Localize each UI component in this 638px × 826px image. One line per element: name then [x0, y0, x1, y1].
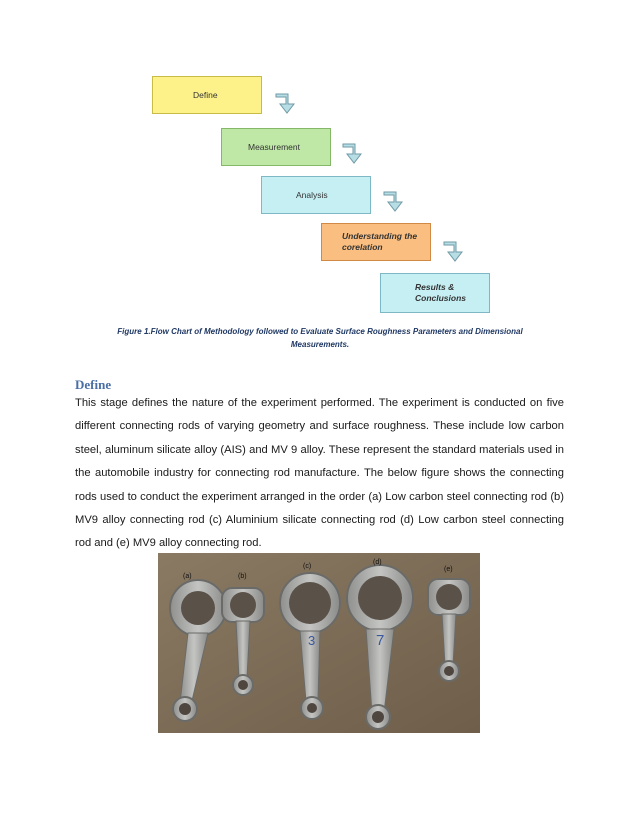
flow-step-results [380, 273, 490, 313]
flow-step-analysis [261, 176, 371, 214]
flow-step-label: Measurement [248, 142, 300, 152]
figure-caption-line1: Figure 1.Flow Chart of Methodology followed to Evaluate Surface Roughness Parameters and Dimensional [117, 327, 523, 336]
photo-label-c: (c) [303, 563, 312, 570]
photo-label-a: (a) [183, 573, 192, 580]
flow-arrow-icon [274, 90, 300, 116]
section-heading: Define [75, 377, 112, 392]
photo-label-e: (e) [444, 566, 453, 573]
flow-step-measurement [221, 128, 331, 166]
flow-step-label-line1: Understanding the [342, 231, 418, 241]
flow-step-label: Define [193, 90, 218, 100]
connecting-rods-photo [158, 553, 480, 733]
figure-caption-line2: Measurements. [290, 340, 350, 349]
figure-caption [70, 325, 570, 351]
photo-marking-3: 3 [308, 633, 316, 648]
flow-step-define [152, 76, 262, 114]
flow-step-label: Analysis [296, 190, 328, 200]
flow-step-label-line2: Conclusions [415, 293, 467, 303]
photo-marking-7: 7 [376, 632, 385, 649]
flow-arrow-icon [382, 188, 408, 214]
flow-step-label-line2: corelation [342, 242, 383, 252]
flow-step-understanding [321, 223, 431, 261]
flow-step-label-line1: Results & [415, 282, 455, 292]
methodology-flowchart [0, 0, 638, 330]
flow-arrow-icon [341, 140, 367, 166]
section-paragraph: This stage defines the nature of the experiment performed. The experiment is conducted on five different connecting rods of varying geometry and surface roughness. These include low carbon steel, aluminum silicate alloy (AIS) and MV 9 alloy. These represent the standard materials used in the automobile industry for connecting rod manufacture. The below figure shows the connecting rods used to conduct the experiment arranged in the order (a) Low carbon steel connecting rod (b) MV9 alloy connecting rod (c) Aluminium silicate connecting rod (d) Low carbon steel connecting rod and (e) MV9 alloy connecting rod. [75, 397, 564, 550]
flow-arrow-icon [442, 238, 468, 264]
photo-label-b: (b) [238, 573, 247, 580]
photo-label-d: (d) [373, 559, 382, 566]
